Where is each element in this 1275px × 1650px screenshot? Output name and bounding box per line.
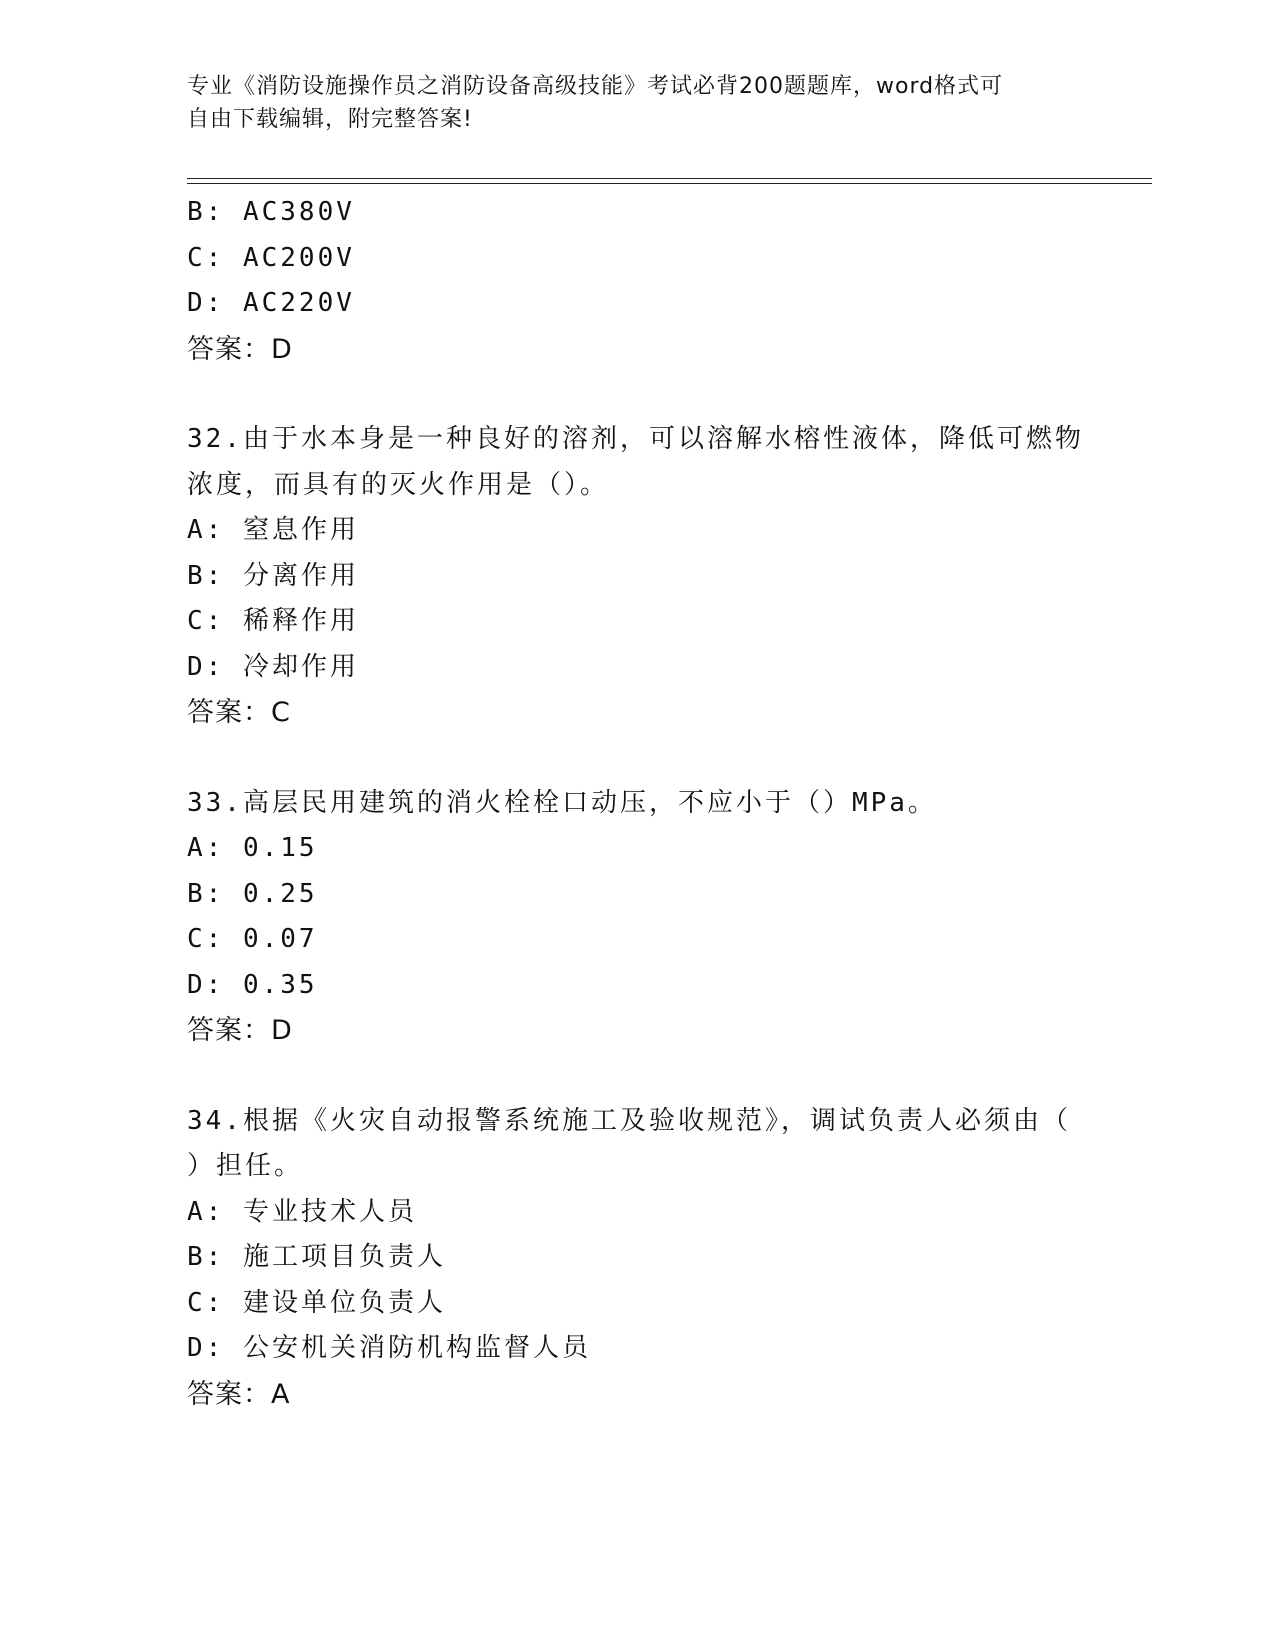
option-b: B: 施工项目负责人 (187, 1242, 446, 1272)
option-a: A: 窒息作用 (187, 515, 359, 545)
answer-line: 答案：A (187, 1378, 291, 1410)
question-stem: 34.根据《火灾自动报警系统施工及验收规范》，调试负责人必须由（ (187, 1105, 1071, 1136)
answer-line: 答案：C (187, 697, 291, 728)
option-c: C: 稀释作用 (187, 606, 359, 636)
question-32 (187, 417, 1087, 736)
header-line-1: 专业《消防设施操作员之消防设备高级技能》考试必背200题题库，word格式可 (187, 74, 1004, 99)
option-b: B: 0.25 (187, 878, 318, 909)
option-d: D: 0.35 (187, 969, 318, 1000)
header-divider-top (187, 178, 1152, 179)
option-b: B: 分离作用 (187, 560, 359, 591)
question-stem-cont: 浓度，而具有的灭火作用是（）。 (187, 469, 610, 500)
option-d: D: AC220V (187, 288, 355, 318)
option-d: D: 公安机关消防机构监督人员 (187, 1333, 591, 1363)
question-33 (187, 781, 1087, 1054)
document-body (187, 190, 1087, 1417)
answer-line: 答案：D (187, 1015, 293, 1046)
header-divider-bottom (187, 183, 1152, 184)
option-a: A: 0.15 (187, 833, 318, 863)
option-c: C: 0.07 (187, 924, 318, 954)
question-stem-cont: ）担任。 (187, 1151, 304, 1181)
option-a: A: 专业技术人员 (187, 1196, 417, 1227)
question-34 (187, 1099, 1087, 1418)
option-d: D: 冷却作用 (187, 651, 359, 682)
question-stem: 32.由于水本身是一种良好的溶剂，可以溶解水榕性液体，降低可燃物 (187, 424, 1084, 454)
option-c: C: AC200V (187, 242, 355, 273)
question-stem: 33.高层民用建筑的消火栓栓口动压，不应小于（）MPa。 (187, 787, 937, 818)
header-line-2: 自由下载编辑，附完整答案! (187, 107, 473, 132)
question-31-partial (187, 190, 1087, 372)
option-b: B: AC380V (187, 197, 355, 227)
page-header (187, 70, 1067, 136)
answer-line: 答案：D (187, 333, 293, 365)
option-c: C: 建设单位负责人 (187, 1287, 446, 1318)
